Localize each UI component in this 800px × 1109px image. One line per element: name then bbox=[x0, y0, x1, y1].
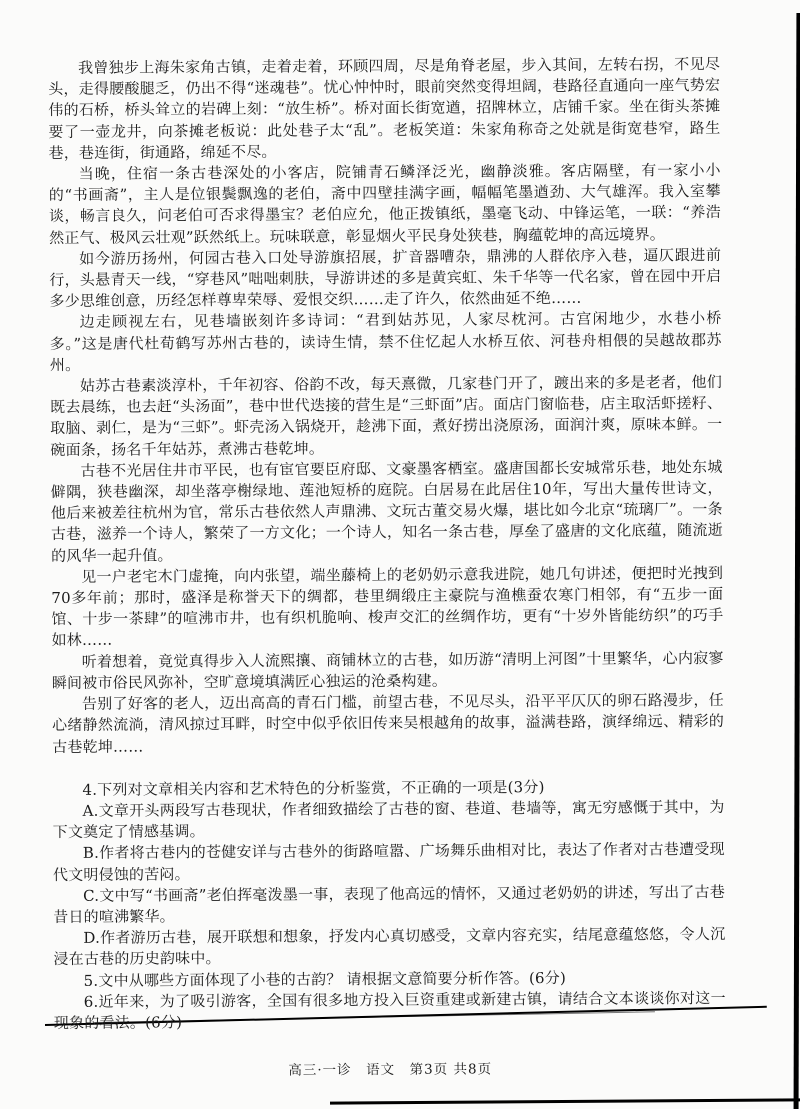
question-5: 5.文中从哪些方面体现了小巷的古韵？ 请根据文意简要分析作答。(6分) bbox=[83, 968, 567, 990]
passage-paragraph-6: 古巷不光居住井市平民，也有宦官要臣府邸、文豪墨客栖室。盛唐国都长安城常乐巷，地处东城僻隅，狭巷幽深，却坐落亭榭绿地、莲池短桥的庭院。白居易在此居住10年，写出大量传世诗文，他后来被差往杭州为官，常乐古巷依然人声鼎沸、文玩古董交易火爆，堪比如今北京“琉璃厂”。一条古巷，滋养一个诗人，繁荣了一方文化；一个诗人，知名一条古巷，厚垒了盛唐的文化底蕴，随流逝的风华一起升值。 bbox=[50, 457, 723, 565]
page-footer: 高三·一诊 语文 第3页 共8页 bbox=[288, 1061, 493, 1079]
scan-edge-right-strip bbox=[794, 13, 800, 1109]
passage-paragraph-4: 边走顾视左右，见巷墙嵌刻许多诗词：“君到姑苏见，人家尽枕河。古宫闲地少，水巷小桥多。”这是唐代杜荀鹤写苏州古巷的，读诗生情，禁不住忆起人水桥互依、河巷舟相偎的吴越故郡苏州。 bbox=[49, 309, 722, 374]
question-6: 6.近年来，为了吸引游客，全国有很多地方投入巨资重建或新建古镇，请结合文本谈谈你对这一现象的看法。(6分) bbox=[53, 988, 726, 1032]
questions-section bbox=[52, 776, 726, 1035]
question-4-option-c: C.文中写“书画斋”老伯挥毫泼墨一事，表现了他高远的情怀，又通过老奶奶的讲述，写出了古巷昔日的喧沸繁华。 bbox=[53, 882, 726, 926]
passage-paragraph-8: 听着想着，竟觉真得步入人流熙攘、商铺林立的古巷，如历游“清明上河图”十里繁华，心内寂寥瞬间被市俗民风弥补，空旷意境填满匠心独运的沧桑构建。 bbox=[51, 648, 724, 692]
passage-paragraph-7: 见一户老宅木门虚掩，向内张望，端坐藤椅上的老奶奶示意我进院，她几句讲述，便把时光拽到70多年前；那时，盛泽是称誉天下的绸都，巷里绸缎庄主豪院与渔樵蚕农寒门相邻，有“五步一面馆、十步一茶肆”的喧沸市井，也有织机脆响、梭声交汇的丝绸作坊，更有“十岁外皆能纺织”的巧手如林…… bbox=[51, 563, 724, 650]
passage-paragraph-5: 姑苏古巷素淡淳朴，千年初容、俗韵不改，每天熹微，几家巷门开了，踱出来的多是老者，他们既去晨练，也去赶“头汤面”，巷中世代迭接的营生是“三虾面”店。面店门窗临巷，店主取活虾搓籽、取脑、剥仁，是为“三虾”。虾壳汤入锅烧开，趁沸下面，煮好捞出浇原汤，面润汁爽，原味本鲜。一碗面条，扬名千年姑苏，煮沸古巷乾坤。 bbox=[50, 372, 723, 459]
question-4-stem: 4.下列对文章相关内容和艺术特色的分析鉴赏，不正确的一项是(3分) bbox=[82, 777, 545, 799]
passage-paragraph-2: 当晚，住宿一条古巷深处的小客店，院铺青石鳞泽泛光，幽静淡雅。客店隔壁，有一家小小的“书画斋”，主人是位银鬓飘逸的老伯，斋中四壁挂满字画，幅幅笔墨遒劲、大气雄浑。我入室攀谈，畅言良久，问老伯可否求得墨宝？老伯应允，他正拨镇纸，墨毫飞动、中锋运笔，一联：“养浩然正气、极风云壮观”跃然纸上。玩味联意，彰显烟火平民身处狭巷，胸蕴乾坤的高远境界。 bbox=[48, 160, 722, 247]
scan-edge-bottom-line bbox=[330, 1098, 800, 1104]
passage-paragraph-3: 如今游历扬州，何园古巷入口处导游旗招展，扩音器嘈杂，鼎沸的人群依序入巷，逼仄跟进前行，头悬青天一线，“穿巷风”咄咄刺肤，导游讲述的多是黄宾虹、朱千华等一代名家，曾在园中开启多少思维创意，历经怎样尊卑荣辱、爱恨交织……走了许久，依然曲延不绝…… bbox=[49, 245, 722, 311]
passage-paragraph-1: 我曾独步上海朱家角古镇，走着走着，环顾四周，尽是角脊老屋，步入其间，左转右拐，不见尽头，走得腰酸腿乏，仍出不得“迷魂巷”。忧心忡忡时，眼前突然变得坦阔，巷路径直通向一座气势宏伟的石桥，桥头耸立的岩碑上刻：“放生桥”。桥对面长街宽遒，招牌林立，店铺千家。坐在街头茶摊要了一壶龙井，向茶摊老板说：此处巷子太“乱”。老板笑道：朱家角称奇之处就是街宽巷窄，路生巷，巷连街，街通路，绵延不尽。 bbox=[48, 54, 721, 162]
question-4-option-d: D.作者游历古巷，展开联想和想象，抒发内心真切感受，文章内容充实，结尾意蕴悠悠，令人沉浸在古巷的历史韵味中。 bbox=[53, 925, 726, 969]
page-content bbox=[48, 54, 726, 1080]
question-4-option-b: B.作者将古巷内的苍健安详与古巷外的街路喧嚣、广场舞乐曲相对比，表达了作者对古巷遭受现代文明侵蚀的苦闷。 bbox=[52, 840, 725, 884]
passage-paragraph-9: 告别了好客的老人，迈出高高的青石门槛，前望古巷，不见尽头，沿平平仄仄的卵石路漫步，任心绪静然流淌，清风掠过耳畔，时空中似乎依旧传来吴根越角的故事，溢满巷路，演绎绵远、精彩的古巷乾坤…… bbox=[52, 691, 725, 756]
question-4-option-a: A.文章开头两段写古巷现状，作者细致描绘了古巷的窗、巷道、巷墙等，寓无穷感慨于其中，为下文奠定了情感基调。 bbox=[52, 797, 725, 842]
